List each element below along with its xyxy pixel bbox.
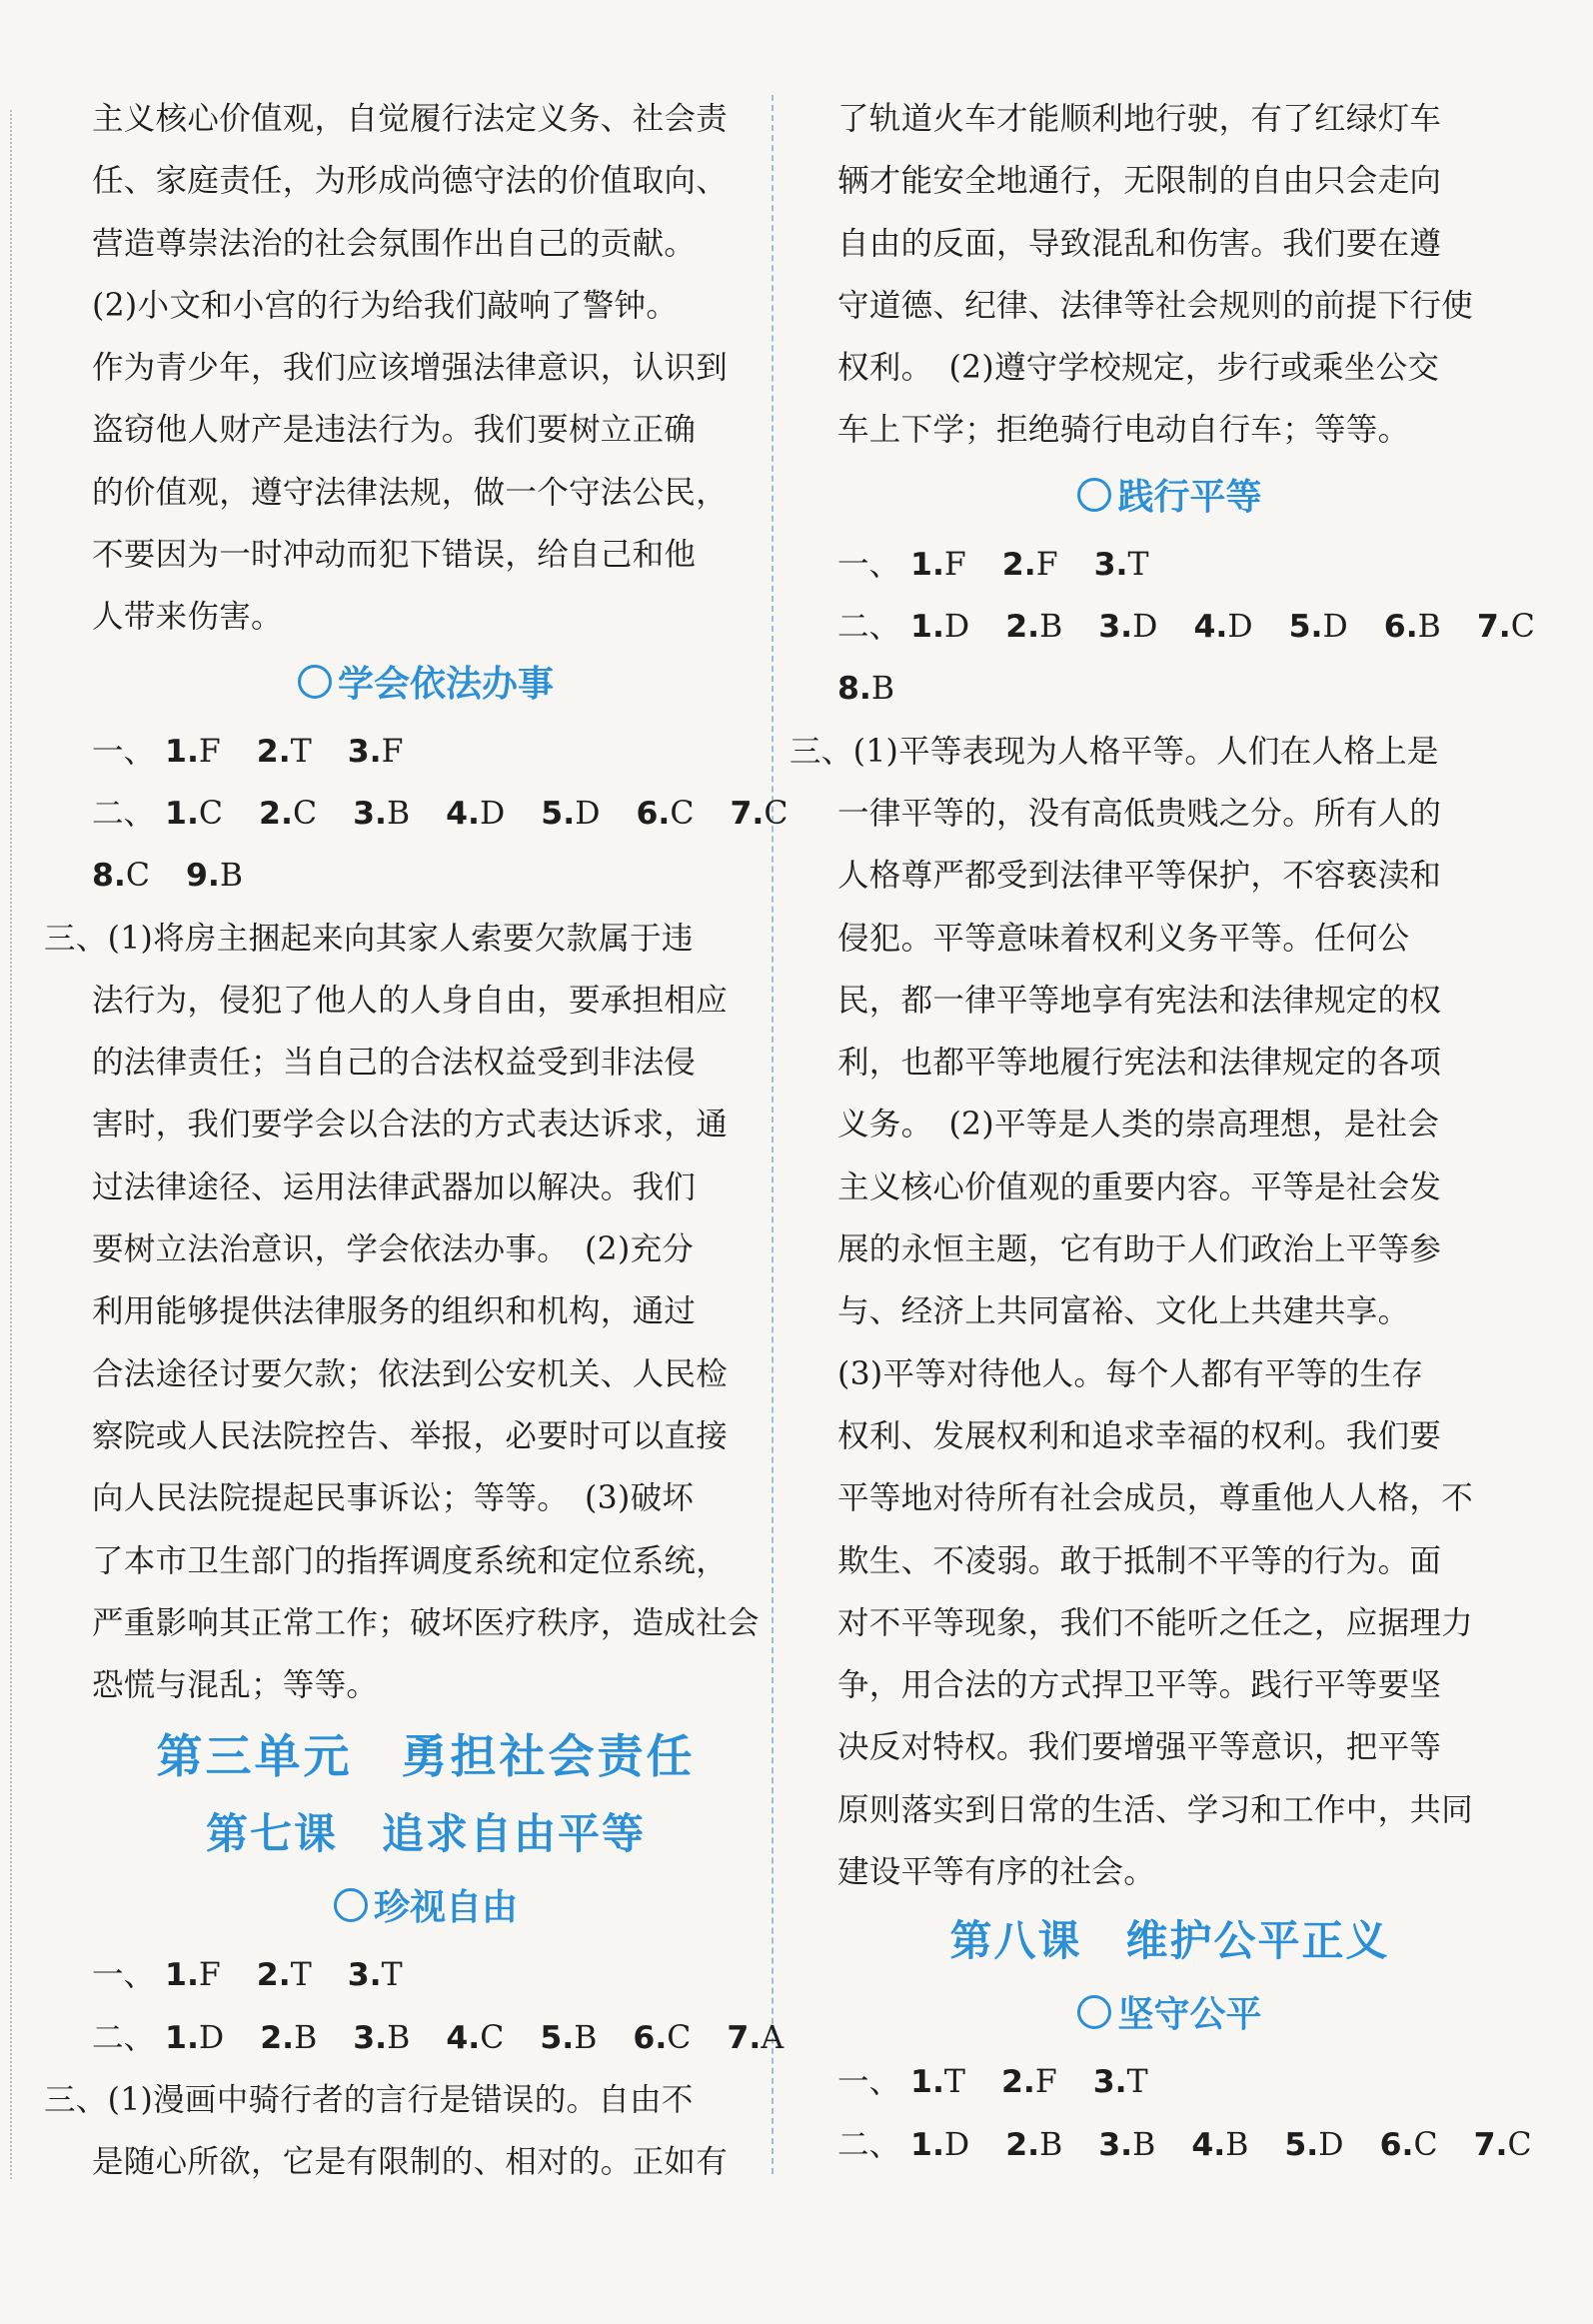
circle-icon — [334, 1888, 368, 1922]
text-line: 平等地对待所有社会成员，尊重他人人格，不 — [837, 1480, 1474, 1517]
answer-row-choice: 二、 1.D 2.B 3.B 4.B 5.D 6.C 7.C — [837, 2126, 1532, 2163]
text-line: 任、家庭责任，为形成尚德守法的价值取向、 — [92, 163, 729, 200]
text-line: 辆才能安全地通行，无限制的自由只会走向 — [837, 163, 1442, 200]
text-line: 与、经济上共同富裕、文化上共建共享。 — [837, 1293, 1410, 1330]
text-line: 法行为，侵犯了他人的人身自由，要承担相应 — [92, 982, 729, 1019]
answer-paragraph — [837, 88, 1502, 462]
text-line: 盗窃他人财产是违法行为。我们要树立正确 — [92, 412, 697, 449]
text-line: 侵犯。平等意味着权利义务平等。任何公 — [837, 920, 1410, 957]
answer-paragraph — [44, 908, 760, 1717]
text-line: 权利。 (2)遵守学校规定，步行或乘坐公交 — [837, 350, 1440, 387]
answer-row-choice-cont: 8.B — [837, 671, 895, 708]
text-line: 车上下学；拒绝骑行电动自行车；等等。 — [837, 412, 1410, 449]
text-line: 展的永恒主题，它有助于人们政治上平等参 — [837, 1231, 1442, 1268]
page-edge-marks — [10, 110, 22, 2179]
text-line: 建设平等有序的社会。 — [837, 1854, 1156, 1891]
text-line: 过法律途径、运用法律武器加以解决。我们 — [92, 1168, 697, 1205]
text-line: 原则落实到日常的生活、学习和工作中，共同 — [837, 1791, 1474, 1828]
column-divider — [772, 95, 774, 2174]
section-title: 坚守公平 — [837, 1979, 1502, 2051]
lesson-title: 第八课 维护公平正义 — [949, 1916, 1390, 1966]
text-line: 要树立法治意识，学会依法办事。 (2)充分 — [92, 1231, 695, 1268]
text-line: 作为青少年，我们应该增强法律意识，认识到 — [92, 350, 729, 387]
text-line: 三、(1)平等表现为人格平等。人们在人格上是 — [790, 733, 1439, 770]
answer-paragraph — [92, 275, 760, 649]
text-line: 严重影响其正常工作；破坏医疗秩序，造成社会 — [92, 1604, 760, 1641]
text-line: 不要因为一时冲动而犯下错误，给自己和他 — [92, 537, 697, 574]
section-title: 学会依法办事 — [92, 649, 760, 721]
text-line: 察院或人民法院控告、举报，必要时可以直接 — [92, 1417, 729, 1454]
text-line: 利用能够提供法律服务的组织和机构，通过 — [92, 1293, 697, 1330]
section-title: 践行平等 — [837, 462, 1502, 534]
text-line: 一律平等的，没有高低贵贱之分。所有人的 — [837, 795, 1442, 832]
text-line: 争，用合法的方式捍卫平等。践行平等要坚 — [837, 1667, 1442, 1704]
text-line: 合法途径讨要欠款；依法到公安机关、人民检 — [92, 1355, 729, 1392]
text-line: 义务。 (2)平等是人类的崇高理想，是社会 — [837, 1107, 1440, 1144]
answer-row-judgement: 一、 1.F 2.T 3.F — [92, 733, 404, 770]
text-line: 三、(1)将房主捆起来向其家人索要欠款属于违 — [44, 920, 694, 957]
text-line: 向人民法院提起民事诉讼；等等。 (3)破坏 — [92, 1480, 695, 1517]
unit-title: 第三单元 勇担社会责任 — [156, 1729, 696, 1784]
text-line: 人带来伤害。 — [92, 599, 283, 636]
text-line: 了轨道火车才能顺利地行驶，有了红绿灯车 — [837, 101, 1442, 137]
answer-row-choice: 二、 1.D 2.B 3.D 4.D 5.D 6.B 7.C — [837, 609, 1535, 646]
text-line: 自由的反面，导致混乱和伤害。我们要在遵 — [837, 225, 1442, 262]
text-line: 权利、发展权利和追求幸福的权利。我们要 — [837, 1417, 1442, 1454]
text-line: 了本市卫生部门的指挥调度系统和定位系统， — [92, 1542, 729, 1579]
text-line: 害时，我们要学会以合法的方式表达诉求，通 — [92, 1107, 729, 1144]
right-column — [790, 88, 1535, 2176]
answer-row-judgement: 一、 1.F 2.T 3.T — [92, 1957, 403, 1994]
text-line: 的价值观，遵守法律法规，做一个守法公民， — [92, 474, 729, 511]
text-line: 的法律责任；当自己的合法权益受到非法侵 — [92, 1045, 697, 1082]
text-line: 三、(1)漫画中骑行者的言行是错误的。自由不 — [44, 2082, 694, 2119]
answer-paragraph — [92, 88, 760, 275]
text-line: 决反对特权。我们要增强平等意识，把平等 — [837, 1729, 1442, 1766]
lesson-title: 第七课 追求自由平等 — [205, 1809, 646, 1859]
text-line: 对不平等现象，我们不能听之任之，应据理力 — [837, 1604, 1474, 1641]
section-title: 珍视自由 — [92, 1872, 760, 1944]
answer-paragraph — [790, 721, 1502, 1904]
answer-row-judgement: 一、 1.T 2.F 3.T — [837, 2064, 1148, 2101]
text-line: 是随心所欲，它是有限制的、相对的。正如有 — [92, 2144, 729, 2181]
left-column — [44, 88, 789, 2194]
answer-row-choice-cont: 8.C 9.B — [92, 858, 244, 895]
circle-icon — [298, 665, 332, 699]
text-line: 主义核心价值观，自觉履行法定义务、社会责 — [92, 101, 729, 137]
text-line: 营造尊崇法治的社会氛围作出自己的贡献。 — [92, 225, 697, 262]
answer-row-choice: 二、 1.C 2.C 3.B 4.D 5.D 6.C 7.C — [92, 795, 789, 832]
answer-row-judgement: 一、 1.F 2.F 3.T — [837, 546, 1149, 583]
answer-paragraph — [44, 2069, 760, 2194]
text-line: 利，也都平等地履行宪法和法律规定的各项 — [837, 1045, 1442, 1082]
text-line: 守道德、纪律、法律等社会规则的前提下行使 — [837, 287, 1474, 324]
text-line: 人格尊严都受到法律平等保护，不容亵渎和 — [837, 858, 1442, 895]
text-line: 主义核心价值观的重要内容。平等是社会发 — [837, 1168, 1442, 1205]
answer-row-choice: 二、 1.D 2.B 3.B 4.C 5.B 6.C 7.A — [92, 2019, 785, 2056]
text-line: 民，都一律平等地享有宪法和法律规定的权 — [837, 982, 1442, 1019]
text-line: (2)小文和小宫的行为给我们敲响了警钟。 — [92, 287, 679, 324]
circle-icon — [1077, 1995, 1111, 2029]
circle-icon — [1077, 478, 1111, 512]
text-line: (3)平等对待他人。每个人都有平等的生存 — [837, 1355, 1424, 1392]
text-line: 欺生、不凌弱。敢于抵制不平等的行为。面 — [837, 1542, 1442, 1579]
text-line: 恐慌与混乱；等等。 — [92, 1667, 379, 1704]
